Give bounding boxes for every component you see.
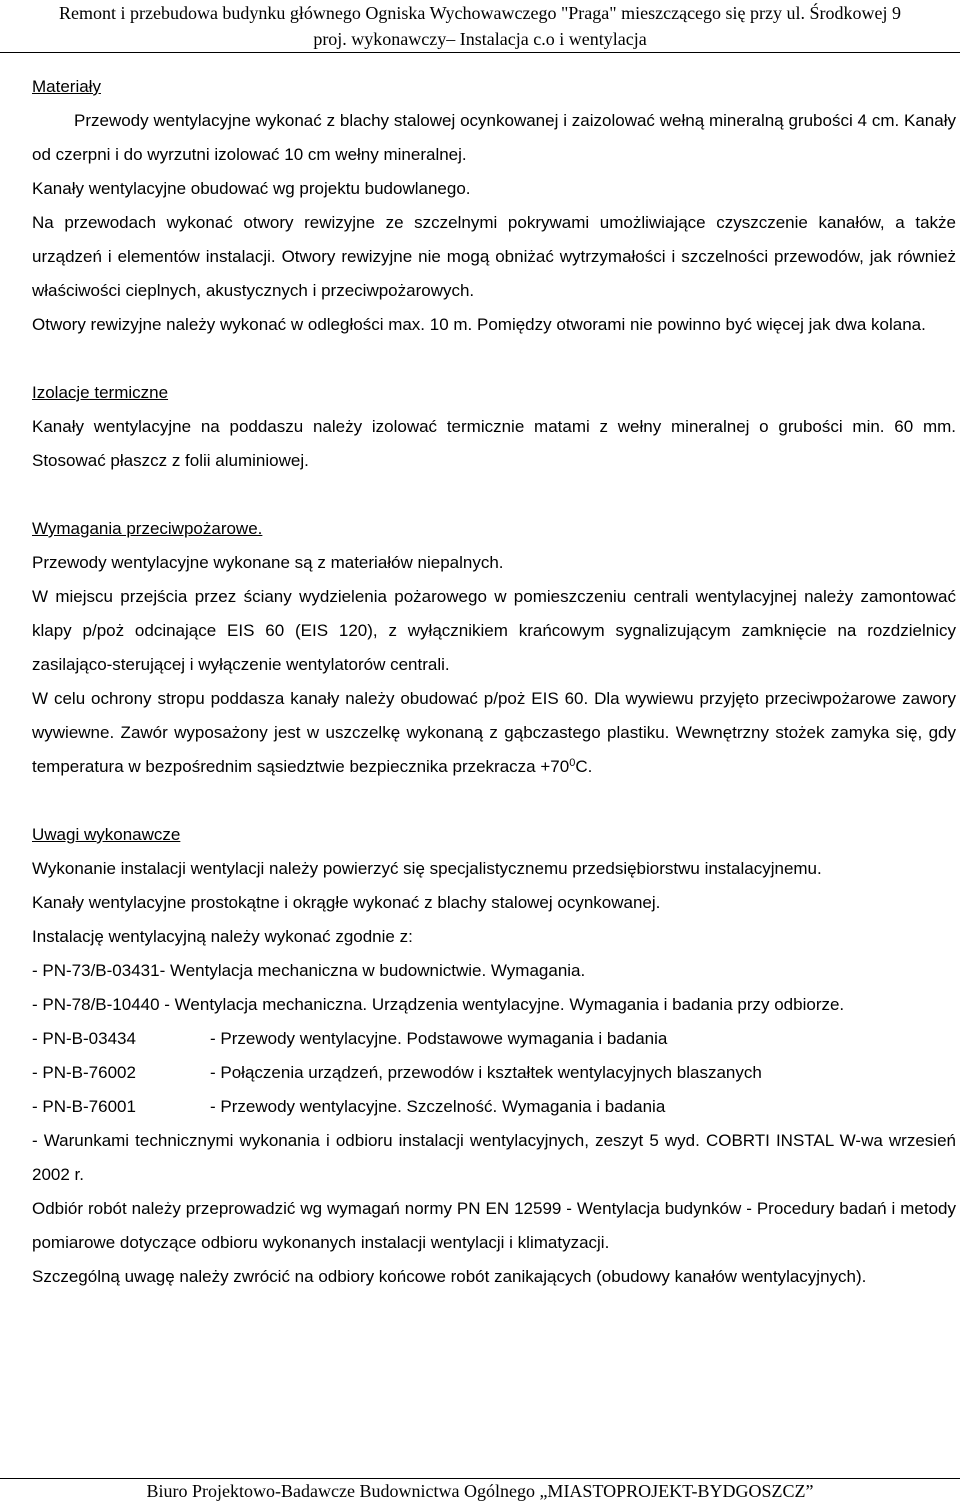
paragraph: W miejscu przejścia przez ściany wydzielenia pożarowego w pomieszczeniu centrali wentylacyjnej należy zamontować klapy p/poż odcinające EIS 60 (EIS 120), z wyłącznikiem krańcowym sygnalizującym zamknięcie na rozdzielnicy zasilająco-sterującej i wyłączenie wentylatorów centrali. [32,587,956,674]
paragraph: Odbiór robót należy przeprowadzić wg wymagań normy PN EN 12599 - Wentylacja budynków - Procedury badań i metody pomiarowe dotyczące odbioru wykonanych instalacji wentylacji i klimatyzacji. [32,1199,956,1252]
norm-item: - PN-78/B-10440 - Wentylacja mechaniczna. Urządzenia wentylacyjne. Wymagania i badania przy odbiorze. [32,995,845,1014]
paragraph: Kanały wentylacyjne obudować wg projektu budowlanego. [32,179,471,198]
norm-code: - PN-B-03434 [32,1029,136,1048]
paragraph: Przewody wentylacyjne wykonane są z materiałów niepalnych. [32,553,504,572]
page-footer: Biuro Projektowo-Badawcze Budownictwa Ogólnego „MIASTOPROJEKT-BYDGOSZCZ” [0,1478,960,1504]
norm-description: - Przewody wentylacyjne. Szczelność. Wymagania i badania [210,1097,666,1116]
paragraph-text-end: C. [575,757,593,776]
section-title-insulation: Izolacje termiczne [32,383,169,402]
norm-code: - PN-B-76001 [32,1097,136,1116]
degree-superscript: 0 [569,757,576,769]
paragraph: Wykonanie instalacji wentylacji należy powierzyć się specjalistycznemu przedsiębiorstwu instalacyjnemu. [32,859,822,878]
paragraph: Otwory rewizyjne należy wykonać w odległości max. 10 m. Pomiędzy otworami nie powinno być więcej jak dwa kolana. [32,315,926,334]
norm-description: - Przewody wentylacyjne. Podstawowe wymagania i badania [210,1029,668,1048]
section-title-materials: Materiały [32,77,101,96]
norm-description: - Połączenia urządzeń, przewodów i kształtek wentylacyjnych blaszanych [210,1063,762,1082]
paragraph: Na przewodach wykonać otwory rewizyjne ze szczelnymi pokrywami umożliwiające czyszczenie kanałów, a także urządzeń i elementów instalacji. Otwory rewizyjne nie mogą obniżać wytrzymałości i szczelności przewodów, jak również właściwości cieplnych, akustycznych i przeciwpożarowych. [32,213,956,300]
norm-code: - PN-B-76002 [32,1063,136,1082]
paragraph: Kanały wentylacyjne prostokątne i okrągłe wykonać z blachy stalowej ocynkowanej. [32,893,661,912]
section-title-remarks: Uwagi wykonawcze [32,825,181,844]
paragraph [32,682,956,784]
paragraph: Instalację wentylacyjną należy wykonać zgodnie z: [32,927,413,946]
paragraph-text: W celu ochrony stropu poddasza kanały należy obudować p/poż EIS 60. Dla wywiewu przyjęto przeciwpożarowe zawory wywiewne. Zawór wyposażony jest w uszczelkę wykonaną z gąbczastego plastiku. Wewnętrzny stożek zamyka się, gdy temperatura w bezpośrednim sąsiedztwie bezpiecznika przekracza +70 [32,689,956,776]
norm-row [32,1090,956,1124]
paragraph: Szczególną uwagę należy zwrócić na odbiory końcowe robót zanikających (obudowy kanałów wentylacyjnych). [32,1267,867,1286]
paragraph: Kanały wentylacyjne na poddaszu należy izolować termicznie matami z wełny mineralnej o grubości min. 60 mm. Stosować płaszcz z folii aluminiowej. [32,417,956,470]
section-title-fire: Wymagania przeciwpożarowe. [32,519,263,538]
paragraph: Przewody wentylacyjne wykonać z blachy stalowej ocynkowanej i zaizolować wełną mineralną grubości 4 cm. Kanały od czerpni i do wyrzutni izolować 10 cm wełny mineralnej. [32,111,956,164]
norm-row [32,1056,956,1090]
header-subtitle: proj. wykonawczy– Instalacja c.o i wentylacja [313,29,647,49]
norm-item: - PN-73/B-03431- Wentylacja mechaniczna w budownictwie. Wymagania. [32,961,586,980]
norm-row [32,1022,956,1056]
paragraph: - Warunkami technicznymi wykonania i odbioru instalacji wentylacyjnych, zeszyt 5 wyd. COBRTI INSTAL W-wa wrzesień 2002 r. [32,1131,956,1184]
document-body [32,70,956,1294]
header-title: Remont i przebudowa budynku głównego Ogniska Wychowawczego "Praga" mieszczącego się przy ul. Środkowej 9 [58,3,902,23]
page-header [0,0,960,53]
